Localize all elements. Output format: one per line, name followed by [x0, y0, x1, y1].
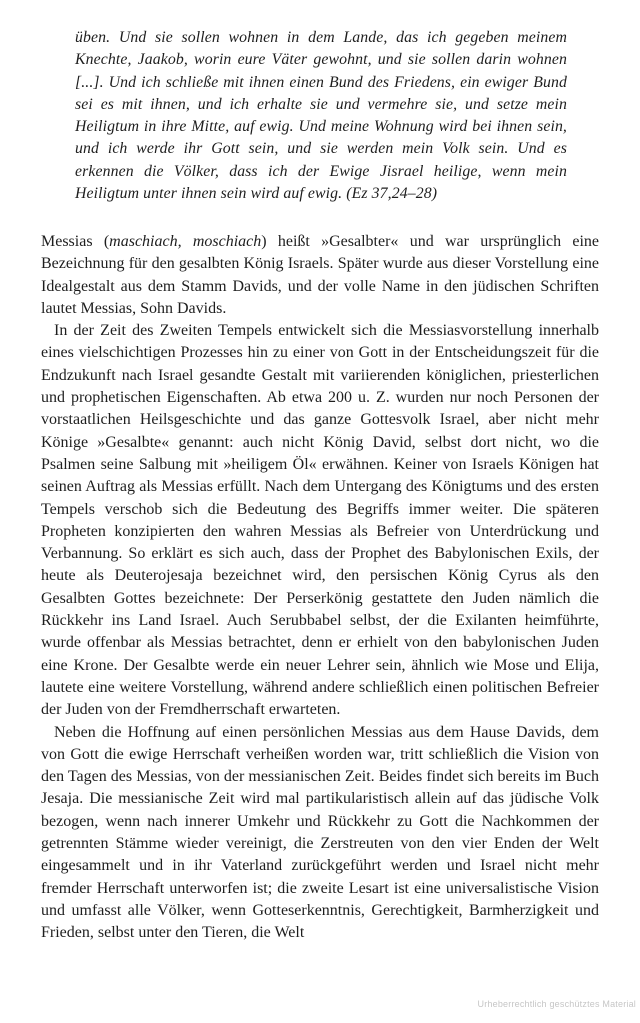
- paragraph-messias-definition: [41, 231, 599, 320]
- paragraph-second-temple: In der Zeit des Zweiten Tempels entwickelt sich die Messiasvorstellung innerhalb eines vielschichtigen Prozesses hin zu einer von Gott in der Entscheidungszeit für die Endzukunft nach Israel gesandte Gestalt mit variierenden königlichen, priesterlichen und prophetischen Eigenschaften. Ab etwa 200 u. Z. wurden nur noch Personen der vorstaatlichen Heilsgeschichte und das ganze Gottesvolk Israel, aber nicht mehr Könige »Gesalbte« genannt: auch nicht König David, selbst dort nicht, wo die Psalmen seine Salbung mit »heiligem Öl« erwähnen. Keiner von Israels Königen hat seinen Auftrag als Messias erfüllt. Nach dem Untergang des Königtums und des ersten Tempels verschob sich die Bedeutung des Begriffs immer weiter. Die späteren Propheten konzipierten den wahren Messias als Befreier von Unterdrückung und Verbannung. So erklärt es sich auch, dass der Prophet des Babylonischen Exils, der heute als Deuterojesaja bezeichnet wird, den persischen König Cyrus als den Gesalbten Gottes bezeichnete: Der Perserkönig gestattete den Juden nämlich die Rückkehr ins Land Israel. Auch Serubbabel selbst, der die Exilanten heimführte, wurde offenbar als Messias betrachtet, denn er erhielt von den babylonischen Juden eine Krone. Der Gesalbte werde ein neuer Lehrer sein, ähnlich wie Mose und Elija, lautete eine weitere Vorstellung, während andere schließlich einen politischen Befreier der Juden von der Fremdherrschaft erwarteten.: [41, 322, 599, 719]
- paragraph-messianic-age: Neben die Hoffnung auf einen persönlichen Messias aus dem Hause Davids, dem von Gott die ewige Herrschaft verheißen worden war, tritt schließlich die Vision von den Tagen des Messias, von der messianischen Zeit. Beides findet sich bereits im Buch Jesaja. Die messianische Zeit wird mal partikularistisch allein auf das jüdische Volk bezogen, wenn nach innerer Umkehr und Rückkehr zu Gott die Nachkommen der getrennten Stämme wieder vereinigt, die Zerstreuten von den vier Enden der Welt eingesammelt und in ihr Vaterland zurückgeführt werden und Israel nicht mehr fremder Herrschaft unterworfen ist; die zweite Lesart ist eine universalistische Vision und umfasst alle Völker, wenn Gotteserkenntnis, Gerechtigkeit, Barmherzigkeit und Frieden, selbst unter den Tieren, die Welt: [41, 723, 599, 942]
- paragraph-lead-text: Messias (: [41, 233, 110, 250]
- scripture-quote-block: [75, 27, 567, 205]
- main-text-column: [41, 231, 599, 945]
- scripture-quote-text: üben. Und sie sollen wohnen in dem Lande, das ich gegeben meinem Knechte, Jaakob, worin eure Väter gewohnt, und sie sollen darin wohnen [...]. Und ich schließe mit ihnen einen Bund des Friedens, ein ewiger Bund sei es mit ihnen, und ich erhalte sie und vermehre sie, und setze mein Heiligtum in ihre Mitte, auf ewig. Und meine Wohnung wird bei ihnen sein, und ich werde ihr Gott sein, und sie werden mein Volk sein. Und es erkennen die Völker, dass ich der Ewige Jisrael heilige, wenn mein Heiligtum unter ihnen sein wird auf ewig. (Ez 37,24–28): [75, 29, 567, 203]
- copyright-notice: Urheberrechtlich geschütztes Material: [477, 999, 636, 1009]
- hebrew-term-italic: maschiach, moschiach: [109, 233, 262, 250]
- paragraph-rest-text: ) heißt »Gesalbter« und war ursprünglich eine Bezeichnung für den gesalbten König Israels. Später wurde aus dieser Vorstellung eine Idealgestalt aus dem Stamm Davids, und der volle Name in den jüdischen Schriften lautet Messias, Sohn Davids.: [41, 233, 599, 317]
